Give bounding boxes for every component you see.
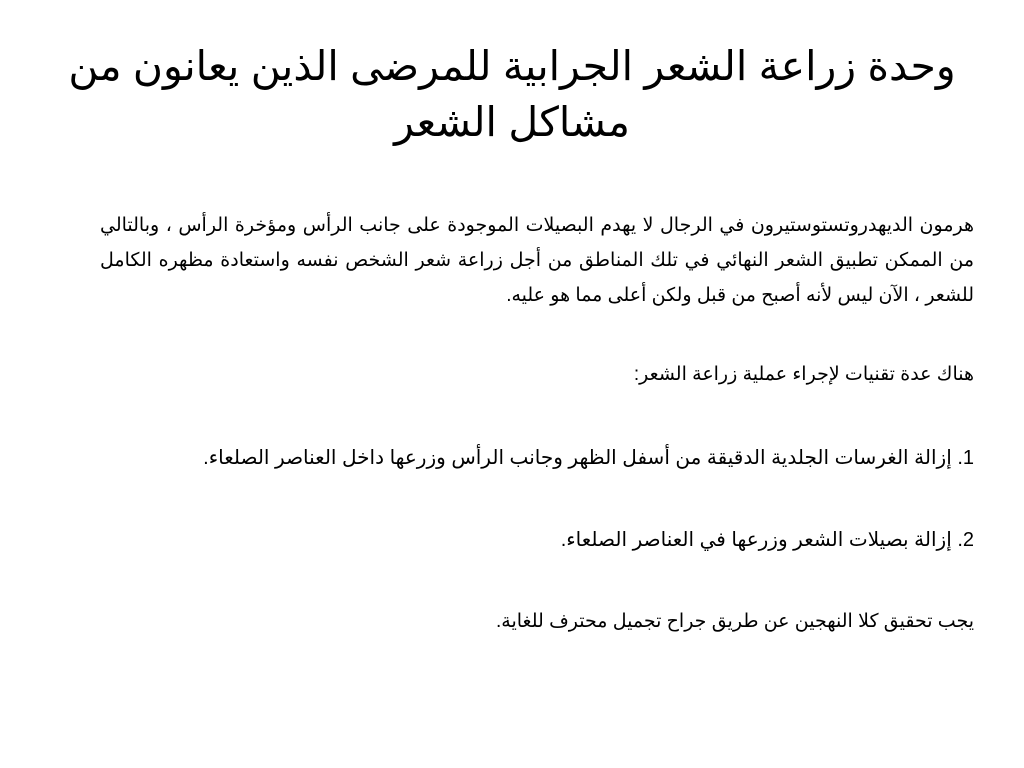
techniques-heading: هناك عدة تقنيات لإجراء عملية زراعة الشعر: — [633, 364, 974, 385]
step-text: إزالة بصيلات الشعر وزرعها في العناصر الصلعاء. — [560, 529, 952, 551]
list-item — [100, 444, 974, 472]
slide-title: وحدة زراعة الشعر الجرابية للمرضى الذين يعانون من مشاكل الشعر — [68, 43, 956, 145]
list-item — [100, 526, 974, 554]
slide-body — [100, 208, 974, 632]
step-number: 2. — [957, 529, 974, 551]
closing-paragraph: يجب تحقيق كلا النهجين عن طريق جراح تجميل محترف للغاية. — [496, 611, 974, 632]
intro-paragraph: هرمون الديهدروتستوستيرون في الرجال لا يهدم البصيلات الموجودة على جانب الرأس ومؤخرة الرأس ، وبالتالي من الممكن تطبيق الشعر النهائي في تلك المناطق من أجل زراعة شعر الشخص نفسه واستعادة مظهره الكامل للشعر ، الآن ليس لأنه أصبح من قبل ولكن أعلى مما هو عليه. — [100, 215, 974, 306]
step-number: 1. — [957, 447, 974, 469]
step-text: إزالة الغرسات الجلدية الدقيقة من أسفل الظهر وجانب الرأس وزرعها داخل العناصر الصلعاء. — [203, 447, 952, 469]
